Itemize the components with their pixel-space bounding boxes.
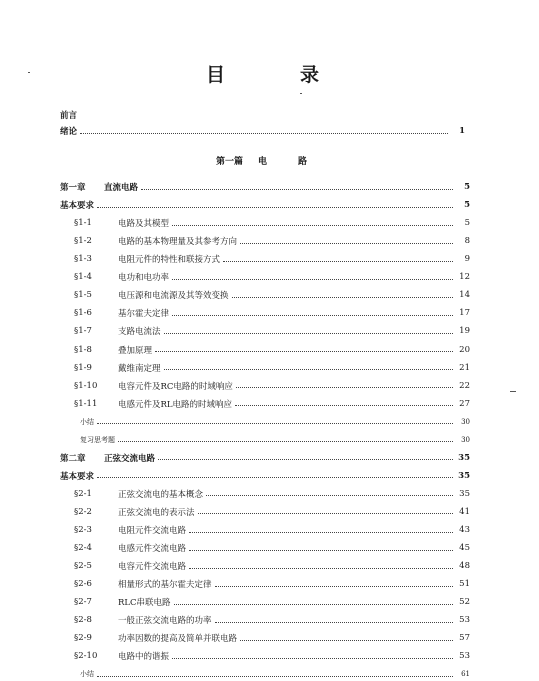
toc-number: §1-2 [74,236,92,247]
toc-row [60,451,470,465]
toc-row [60,397,470,411]
dot-leader [97,477,453,478]
toc-entry-title: 电容元件交流电路 [118,562,187,572]
toc-entry-title: 电阻元件的特性和联接方式 [118,255,221,266]
dot-leader [189,568,453,569]
dot-leader [80,133,448,134]
toc-entry-title: 电压源和电流源及其等效变换 [118,291,229,302]
toc-number: §2-4 [74,543,92,553]
toc-page-number: 61 [461,670,470,679]
toc-entry-title: 电路的基本物理量及其参考方向 [118,237,238,248]
toc-row [60,234,470,248]
toc-number: §1-5 [74,290,92,301]
toc-number: §2-6 [74,579,92,590]
toc-page-number: 57 [459,633,470,644]
dot-leader [164,369,453,370]
toc-number: §2-3 [74,525,92,535]
toc-number: §2-7 [74,597,92,608]
toc-entry-title: 电路及其模型 [118,219,170,230]
toc-number: §2-9 [74,633,92,644]
toc-page-number: 43 [459,525,470,535]
dot-leader [118,441,453,442]
part-word-2: 路 [298,157,308,167]
toc-entry-title: RLC串联电路 [118,598,171,609]
dot-leader [189,550,453,551]
dot-leader [158,459,453,460]
toc-page-number: 14 [459,290,470,301]
toc-page-number: 5 [464,200,470,211]
toc-page-number: 22 [459,380,470,391]
toc-row [60,649,470,663]
toc-entry-title: 电路中的谐振 [118,652,170,663]
dot-leader [97,207,453,208]
toc-page-number: 48 [459,561,470,571]
toc-row [60,415,470,429]
toc-page-number: 12 [459,272,470,283]
dot-leader [172,658,453,659]
toc-row [60,379,470,393]
toc-entry-title: 电容元件及RC电路的时域响应 [118,381,233,392]
dot-leader [97,676,453,677]
dot-leader [174,604,453,605]
toc-number: §2-1 [74,488,92,499]
toc-row [60,252,470,266]
toc-entry-title: 电感元件交流电路 [118,544,187,554]
toc-label: 前言 [60,111,78,121]
toc-entry-title: 功率因数的提高及简单并联电路 [118,634,238,645]
toc-row [60,324,470,338]
dot-leader [172,279,453,280]
toc-row [60,469,470,483]
toc-page-number: 35 [458,470,470,481]
toc-number: §1-4 [74,272,92,283]
toc-number: §2-5 [74,561,92,571]
toc-page-number: 21 [459,362,470,373]
dot-leader [189,532,453,533]
toc-page-number: 8 [464,236,470,247]
toc-entry-title: 相量形式的基尔霍夫定律 [118,580,212,591]
toc-number: §1-8 [74,344,92,355]
toc-entry-title: 支路电流法 [118,327,161,338]
toc-row [60,433,470,447]
dot-leader [198,513,453,514]
toc-row [60,613,470,627]
title-char-2: 录 [300,64,322,86]
toc-entry-title: 复习思考题 [80,435,115,444]
toc-row [60,180,470,194]
toc-page-number: 45 [459,543,470,553]
toc-front-intro [60,124,465,138]
toc-entry-title: 电功和电功率 [118,273,170,284]
part-label: 第一篇 [216,157,244,167]
dot-leader [172,225,453,226]
toc-number: §1-6 [74,308,92,319]
dot-leader [97,423,453,424]
scan-speck [28,72,30,73]
toc-page-number: 53 [459,651,470,662]
toc-page-number: 17 [459,308,470,319]
toc-page-number: 35 [459,488,470,499]
toc-number: §1-7 [74,326,92,337]
toc-front-preface [60,108,470,122]
toc-number: §2-10 [74,651,98,662]
toc-row [60,306,470,320]
toc-number: §1-11 [74,398,98,409]
toc-number: §1-1 [74,218,92,229]
toc-number: §1-9 [74,362,92,373]
toc-row [60,577,470,591]
toc-number: §1-3 [74,254,92,265]
toc-page-number: 52 [459,597,470,608]
dot-leader [206,495,453,496]
toc-entry-title: 基本要求 [60,201,95,212]
toc-entry-title: 正弦交流电路 [104,453,156,464]
toc-row [60,270,470,284]
toc-page-number: 35 [458,452,470,463]
dot-leader [155,351,453,352]
toc-entry-title: 戴维南定理 [118,363,161,374]
toc-page-number: 30 [461,417,470,426]
toc-number: 第一章 [60,183,86,193]
toc-entry-title: 小结 [80,417,94,426]
dot-leader [164,333,453,334]
toc-row [60,343,470,357]
dot-leader [215,622,453,623]
toc-row [60,487,470,501]
toc-row [60,288,470,302]
dot-leader [215,586,453,587]
toc-entry-title: 直流电路 [104,183,139,193]
part-word-1: 电 [258,157,268,167]
toc-row [60,667,470,681]
dot-leader [172,315,453,316]
toc-row [60,216,470,230]
toc-row [60,595,470,609]
scan-speck [510,391,516,392]
toc-row [60,541,470,555]
toc-page-number: 5 [464,182,470,192]
toc-page-number: 5 [464,218,470,229]
toc-page-number: 51 [459,579,470,590]
toc-entry-title: 叠加原理 [118,345,153,356]
toc-entry-title: 一般正弦交流电路的功率 [118,616,212,627]
toc-number: 第二章 [60,453,86,464]
toc-entry-title: 电阻元件交流电路 [118,526,187,536]
toc-page-number: 27 [459,398,470,409]
toc-entry-title: 正弦交流电的基本概念 [118,489,204,500]
toc-row [60,559,470,573]
toc-row [60,523,470,537]
toc-entry-title: 电感元件及RL电路的时域响应 [118,399,233,410]
dot-leader [240,640,453,641]
toc-page-number: 30 [461,435,470,444]
toc-row [60,361,470,375]
toc-row [60,631,470,645]
dot-leader [223,261,453,262]
toc-page-number: 19 [459,326,470,337]
toc-label: 绪论 [60,127,78,137]
toc-number: §2-8 [74,615,92,626]
toc-entry-title: 基本要求 [60,471,95,482]
toc-page-number: 20 [459,344,470,355]
toc-entry-title: 基尔霍夫定律 [118,309,170,320]
toc-row [60,198,470,212]
toc-number: §1-10 [74,380,98,391]
toc-page-number: 1 [459,126,465,136]
toc-row [60,505,470,519]
dot-leader [240,243,453,244]
dot-leader [235,405,453,406]
dot-leader [141,189,453,190]
toc-entry-title: 正弦交流电的表示法 [118,507,195,518]
toc-entry-title: 小结 [80,670,94,679]
toc-number: §2-2 [74,506,92,517]
scan-speck [300,93,302,94]
toc-page-number: 41 [459,506,470,517]
title-char-1: 目 [206,64,228,86]
dot-leader [232,297,453,298]
toc-page-number: 9 [464,254,470,265]
dot-leader [236,387,453,388]
toc-page-number: 53 [459,615,470,626]
